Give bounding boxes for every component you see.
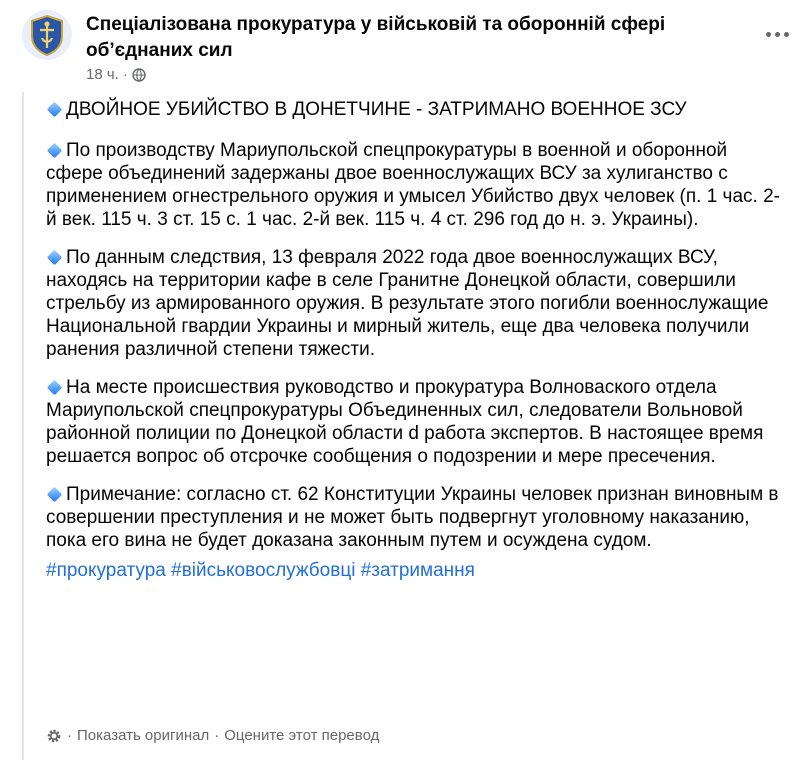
post-title: ДВОЙНОЕ УБИЙСТВО В ДОНЕТЧИНЕ - ЗАТРИМАНО ВОЕННОЕ ЗСУ	[66, 99, 687, 120]
translation-bar	[46, 727, 379, 744]
post-left-border	[22, 92, 24, 760]
paragraph-text: На месте происшествия руководство и прокуратура Волноваского отдела Мариупольской спецпрокуратуры Объединенных сил, следователи Вольновой районной полиции по Донецкой области d работа экспертов. В настоящее время решается вопрос об отсрочке сообщения о подозрении и мере пресечения.	[46, 377, 764, 467]
paragraph-text: Примечание: согласно ст. 62 Конституции Украины человек признан виновным в совершении преступления и не может быть подвергнут уголовному наказанию, пока его вина не будет доказана законным путем и осуждена судом.	[46, 484, 779, 551]
paragraph-text: По данным следствия, 13 февраля 2022 года двое военнослужащих ВСУ, находясь на территории кафе в селе Гранитне Донецкой области, совершили стрельбу из армированного оружия. В результате этого погибли военнослужащие Национальной гвардии Украины и мирный житель, еще два человека получили ранения различной степени тяжести.	[46, 247, 769, 360]
page-name-link[interactable]: Спеціалізована прокуратура у військовій та оборонній сфері об’єднаних сил	[86, 14, 666, 61]
post-time[interactable]: 18 ч.	[86, 66, 119, 83]
rate-translation-link[interactable]: Оцените этот перевод	[224, 727, 380, 744]
post-paragraph	[46, 483, 786, 552]
post-header	[22, 10, 792, 90]
hashtag-link[interactable]: #затримання	[360, 560, 475, 581]
paragraph-text: По производству Мариупольской спецпрокуратуры в военной и оборонной сфере объединений задержаны двое военнослужащих ВСУ за хулиганство с применением огнестрельного оружия и умысел Убийство двух человек (п. 1 час. 2-й век. 115 ч. 3 ст. 15 с. 1 час. 2-й век. 115 ч. 4 ст. 296 год до н. э. Украины).	[46, 140, 780, 230]
prosecutor-logo-icon	[22, 10, 72, 60]
diamond-icon	[47, 102, 63, 118]
post-paragraph	[46, 376, 786, 468]
post-body	[46, 98, 786, 583]
page-avatar[interactable]	[22, 10, 72, 60]
globe-icon[interactable]	[132, 68, 146, 82]
post-title-paragraph	[46, 98, 786, 121]
post-paragraph	[46, 139, 786, 231]
diamond-icon	[47, 250, 63, 266]
hashtag-link[interactable]: #військовослужбовці	[171, 560, 356, 581]
show-original-link[interactable]: Показать оригинал	[77, 727, 210, 744]
post-meta	[86, 66, 146, 83]
translation-dot: ·	[67, 727, 72, 744]
gear-icon[interactable]	[46, 728, 62, 744]
hashtag-list	[46, 559, 786, 583]
more-options-button[interactable]	[762, 24, 792, 44]
more-icon	[766, 32, 771, 37]
diamond-icon	[47, 380, 63, 396]
meta-separator: ·	[122, 66, 128, 83]
diamond-icon	[47, 487, 63, 503]
diamond-icon	[47, 143, 63, 159]
post-paragraph	[46, 246, 786, 361]
translation-dot: ·	[214, 727, 220, 744]
hashtag-link[interactable]: #прокуратура	[46, 560, 166, 581]
